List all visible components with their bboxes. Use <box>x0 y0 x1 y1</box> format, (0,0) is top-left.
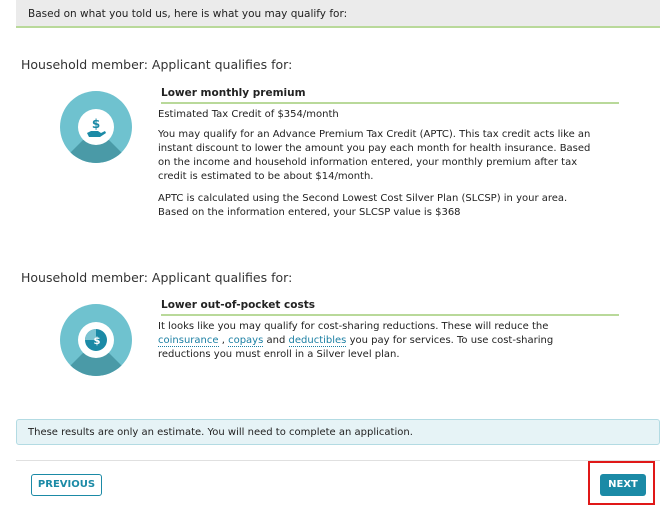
pie-dollar-icon <box>60 304 132 376</box>
next-button[interactable]: NEXT <box>600 474 646 496</box>
separator-and: and <box>266 335 286 346</box>
cost-sharing-text-2: you pay for services. To use cost-sharing reductions you must enroll in a Silver level plan. <box>158 335 554 360</box>
previous-button[interactable]: PREVIOUS <box>31 474 102 496</box>
aptc-description: You may qualify for an Advance Premium Tax Credit (APTC). This tax credit acts like an instant discount to lower the amount you pay each month for health insurance. Based on the income and household information entered, your monthly premium after tax credit is estimated to be about $14/month. <box>158 129 591 182</box>
coinsurance-link[interactable]: coinsurance <box>158 335 219 346</box>
copays-link[interactable]: copays <box>228 335 264 346</box>
qualification-banner <box>16 0 660 28</box>
cost-sharing-text-1: It looks like you may qualify for cost-sharing reductions. These will reduce the <box>158 321 549 332</box>
separator-comma: , <box>221 335 225 346</box>
cost-sharing-description <box>158 320 598 362</box>
premium-title: Lower monthly premium <box>161 87 619 104</box>
slcsp-description: APTC is calculated using the Second Lowest Cost Silver Plan (SLCSP) in your area. Based on the information entered, your SLCSP value is $368 <box>158 193 568 218</box>
estimate-notice-text: These results are only an estimate. You will need to complete an application. <box>28 427 413 438</box>
banner-text: Based on what you told us, here is what you may qualify for: <box>28 8 348 20</box>
footer-divider <box>16 460 660 461</box>
deductibles-link[interactable]: deductibles <box>288 335 347 346</box>
out-of-pocket-title: Lower out-of-pocket costs <box>161 299 619 316</box>
estimate-notice <box>16 419 660 445</box>
section2-heading: Household member: Applicant qualifies for: <box>21 270 293 285</box>
svg-text:$: $ <box>91 117 101 131</box>
section1-heading: Household member: Applicant qualifies for: <box>21 57 293 72</box>
dollar-hand-icon <box>60 91 132 163</box>
tax-credit-estimate: Estimated Tax Credit of $354/month <box>158 109 339 120</box>
svg-text:$: $ <box>93 336 101 347</box>
